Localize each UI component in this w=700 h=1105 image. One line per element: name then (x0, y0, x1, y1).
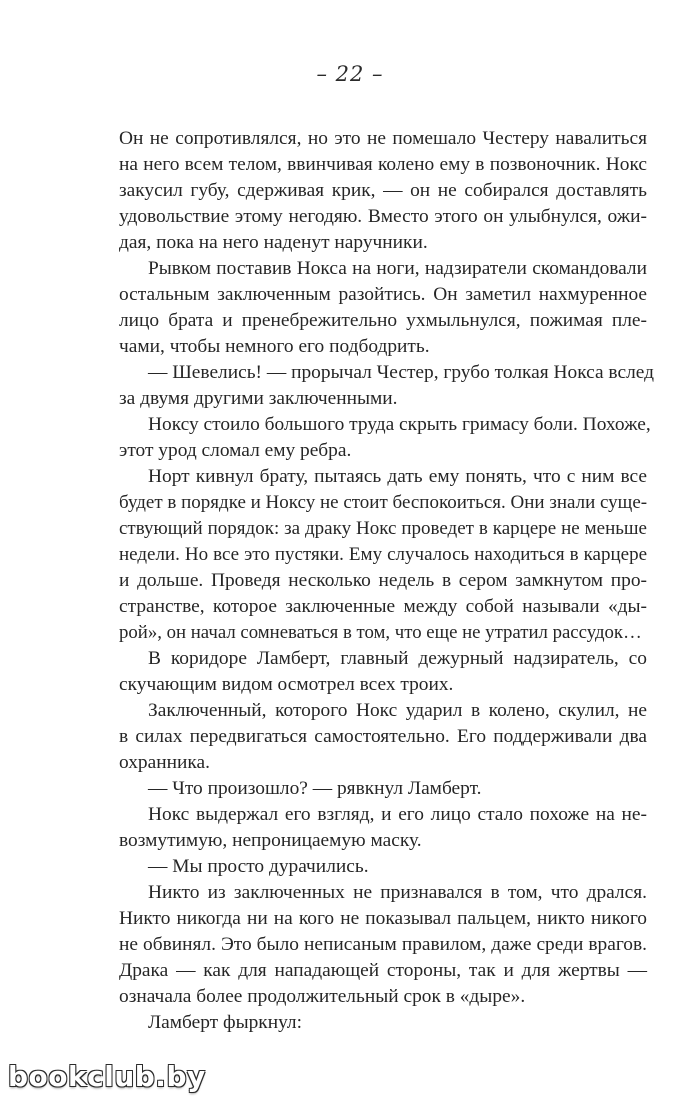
text-line: — Шевелись! — прорычал Честер, грубо толкая Нокса вслед (148, 362, 654, 383)
watermark-logo: bookclub.by (8, 1060, 206, 1093)
text-line: на него всем телом, ввинчивая колено ему в позвоночник. Нокс (119, 154, 647, 175)
text-line: удовольствие этому негодяю. Вместо этого он улыбнулся, ожи- (119, 206, 647, 227)
text-line: возмутимую, непроницаемую маску. (119, 830, 422, 851)
text-line: в силах передвигаться самостоятельно. Его поддерживали два (119, 726, 647, 747)
text-line: ствующий порядок: за драку Нокс проведет в карцере не меньше (119, 518, 647, 539)
page-number: – 22 – (316, 62, 384, 86)
text-line: Заключенный, которого Нокс ударил в колено, скулил, не (148, 700, 647, 721)
text-line: лицо брата и пренебрежительно ухмыльнулся, пожимая пле- (119, 310, 647, 331)
text-line: Никто из заключенных не признавался в том, что дрался. (148, 882, 647, 903)
text-line: Ноксу стоило большого труда скрыть гримасу боли. Похоже, (148, 414, 651, 435)
text-line: Норт кивнул брату, пытаясь дать ему понять, что с ним все (148, 466, 647, 487)
text-line: закусил губу, сдерживая крик, — он не собирался доставлять (119, 180, 647, 201)
text-line: будет в порядке и Ноксу не стоит беспокоиться. Они знали суще- (119, 492, 648, 513)
text-line: В коридоре Ламберт, главный дежурный надзиратель, со (148, 648, 647, 669)
text-line: странстве, которое заключенные между собой называли «ды- (119, 596, 647, 617)
text-line: Драка — как для нападающей стороны, так и для жертвы — (119, 960, 647, 981)
body-text (119, 126, 654, 1036)
text-line: дая, пока на него наденут наручники. (119, 232, 428, 253)
text-line: и дольше. Проведя несколько недель в сером замкнутом про- (119, 570, 647, 591)
text-line: остальным заключенным разойтись. Он заметил нахмуренное (119, 284, 647, 305)
text-line: рой», он начал сомневаться в том, что еще не утратил рассудок… (119, 622, 642, 643)
text-line: чами, чтобы немного его подбодрить. (119, 336, 430, 357)
text-line: — Мы просто дурачились. (148, 856, 369, 877)
text-line: скучающим видом осмотрел всех троих. (119, 674, 454, 695)
text-line: Рывком поставив Нокса на ноги, надзиратели скомандовали (148, 258, 647, 279)
text-line: Он не сопротивлялся, но это не помешало Честеру навалиться (119, 128, 647, 149)
text-line: означала более продолжительный срок в «дыре». (119, 986, 526, 1007)
text-line: не обвинял. Это было неписаным правилом, даже среди врагов. (119, 934, 647, 955)
text-line: Ламберт фыркнул: (148, 1012, 302, 1033)
text-line: — Что произошло? — рявкнул Ламберт. (148, 778, 482, 799)
text-line: недели. Но все это пустяки. Ему случалось находиться в карцере (119, 544, 647, 565)
text-line: Нокс выдержал его взгляд, и его лицо стало похоже на не- (148, 804, 647, 825)
text-line: за двумя другими заключенными. (119, 388, 398, 409)
text-line: охранника. (119, 752, 210, 773)
text-line: этот урод сломал ему ребра. (119, 440, 352, 461)
text-line: Никто никогда ни на кого не показывал пальцем, никто никого (119, 908, 647, 929)
